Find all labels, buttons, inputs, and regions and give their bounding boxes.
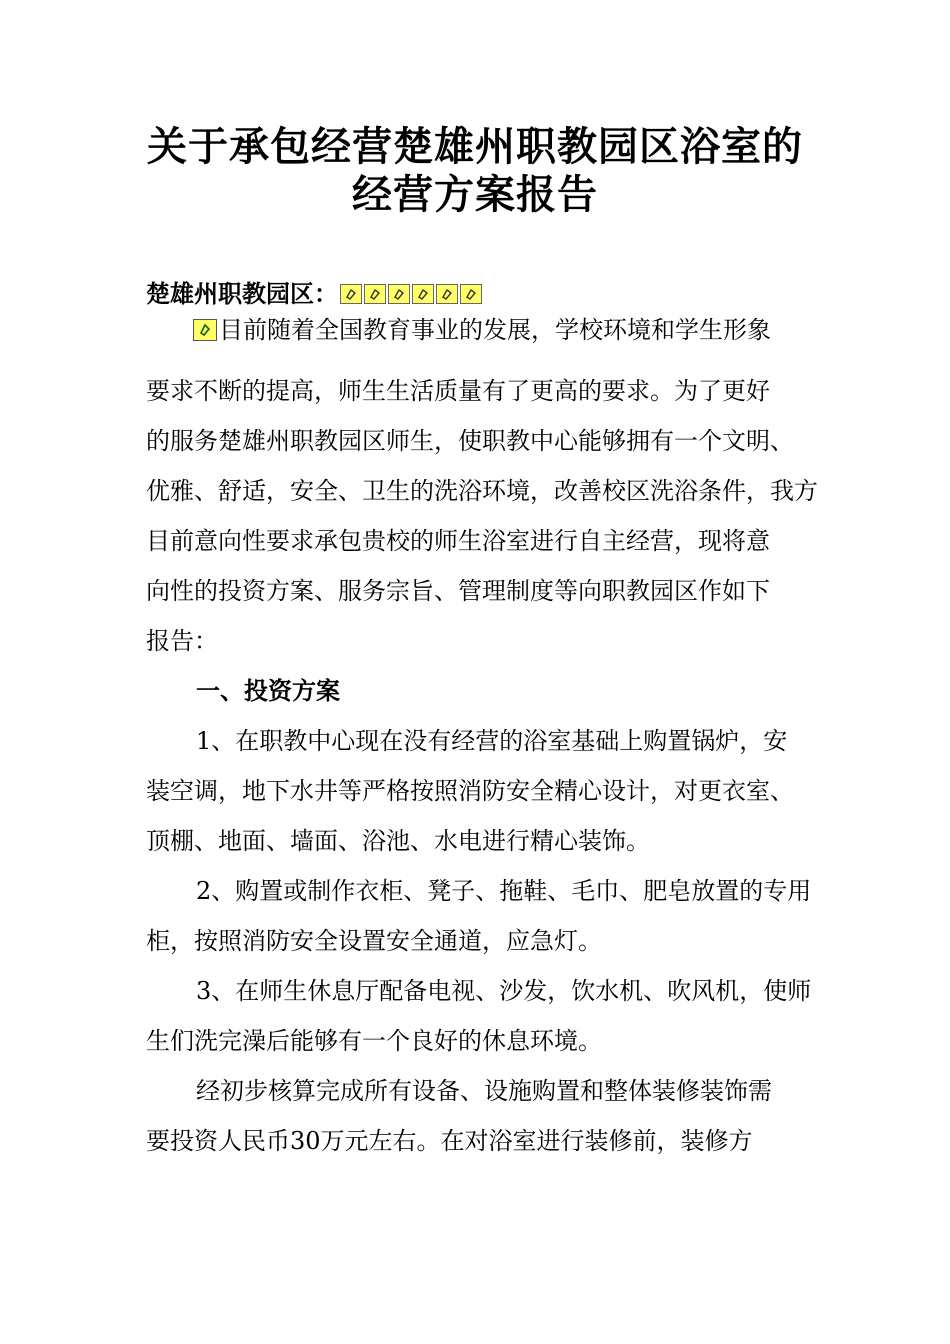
missing-glyph-icon [364, 284, 386, 304]
missing-glyph-icon [436, 284, 458, 304]
list-item-line: 生们洗完澡后能够有一个良好的休息环境。 [146, 1027, 602, 1055]
list-item-line: 装空调，地下水井等严格按照消防安全精心设计，对更衣室、 [146, 777, 794, 805]
paragraph-line: 优雅、舒适，安全、卫生的洗浴环境，改善校区洗浴条件，我方 [146, 477, 818, 505]
missing-glyph-icon [340, 284, 362, 304]
document-title-line2: 经营方案报告 [352, 172, 598, 218]
list-item-line: 柜，按照消防安全设置安全通道，应急灯。 [146, 927, 602, 955]
paragraph-line: 报告： [146, 627, 218, 655]
missing-glyph-icon [412, 284, 434, 304]
list-item-line: 顶棚、地面、墙面、浴池、水电进行精心装饰。 [146, 827, 650, 855]
paragraph-line: 要投资人民币30万元左右。在对浴室进行装修前，装修方 [146, 1127, 753, 1155]
paragraph-text: 目前随着全国教育事业的发展，学校环境和学生形象 [219, 316, 771, 344]
salutation-text: 楚雄州职教园区： [146, 280, 338, 308]
document-title-line1: 关于承包经营楚雄州职教园区浴室的 [147, 124, 803, 170]
paragraph-line: 的服务楚雄州职教园区师生，使职教中心能够拥有一个文明、 [146, 427, 794, 455]
salutation [146, 279, 482, 309]
missing-glyph-icon [193, 319, 217, 341]
section-heading: 一、投资方案 [196, 677, 340, 705]
missing-glyph-icon [460, 284, 482, 304]
paragraph-line [193, 315, 771, 345]
list-item-line: 3、在师生休息厅配备电视、沙发，饮水机、吹风机，使师 [196, 977, 812, 1005]
paragraph-line: 目前意向性要求承包贵校的师生浴室进行自主经营，现将意 [146, 527, 770, 555]
list-item-line: 2、购置或制作衣柜、凳子、拖鞋、毛巾、肥皂放置的专用 [196, 877, 812, 905]
missing-glyph-icon [388, 284, 410, 304]
paragraph-line: 要求不断的提高，师生生活质量有了更高的要求。为了更好 [146, 377, 770, 405]
list-item-line: 1、在职教中心现在没有经营的浴室基础上购置锅炉，安 [196, 727, 788, 755]
paragraph-line: 向性的投资方案、服务宗旨、管理制度等向职教园区作如下 [146, 577, 770, 605]
missing-glyph-row [340, 284, 482, 304]
paragraph-line: 经初步核算完成所有设备、设施购置和整体装修装饰需 [196, 1077, 772, 1105]
